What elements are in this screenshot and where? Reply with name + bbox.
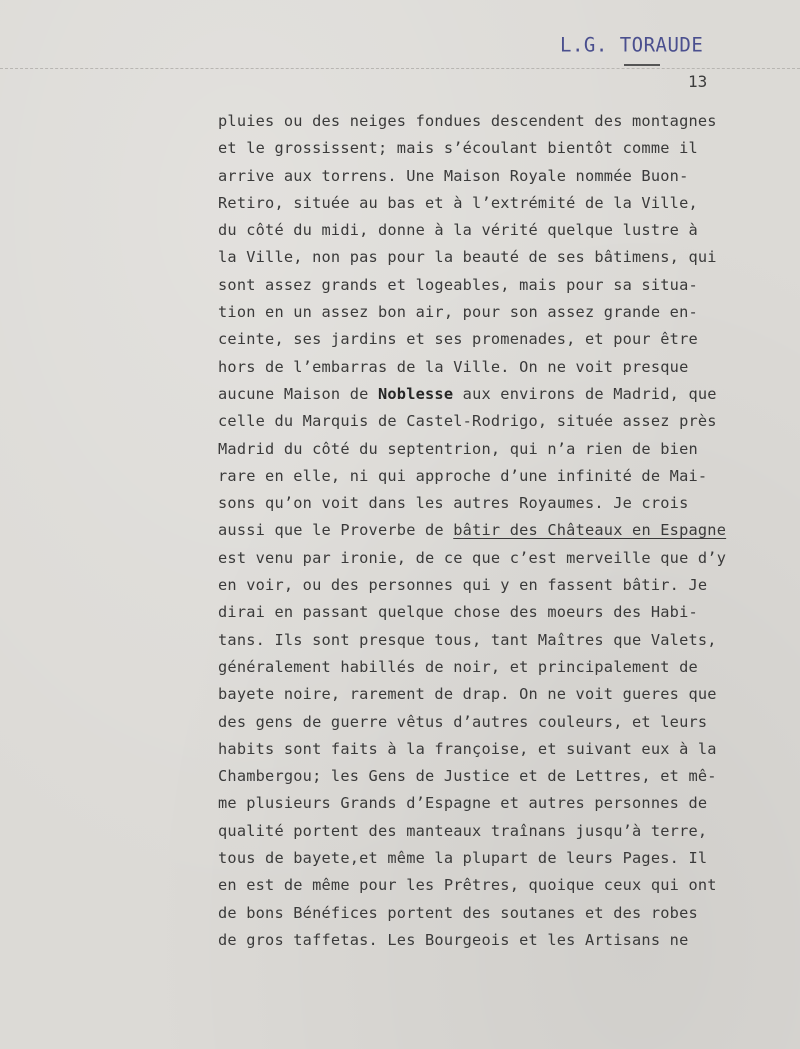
body-text (218, 108, 788, 954)
text-line (218, 217, 788, 244)
text-line (218, 381, 788, 408)
text-segment: en est de même pour les Prêtres, quoique ceux qui ont (218, 876, 717, 895)
text-segment: en voir, ou des personnes qui y en fassent bâtir. Je (218, 576, 708, 595)
text-line (218, 272, 788, 299)
text-line (218, 517, 788, 544)
text-segment: ceinte, ses jardins et ses promenades, et pour être (218, 330, 698, 349)
text-line (218, 681, 788, 708)
text-line (218, 354, 788, 381)
text-line (218, 790, 788, 817)
text-line (218, 845, 788, 872)
text-line (218, 872, 788, 899)
text-segment: la Ville, non pas pour la beauté de ses bâtimens, qui (218, 248, 717, 267)
text-line (218, 572, 788, 599)
text-segment: sont assez grands et logeables, mais pour sa situa- (218, 275, 698, 294)
text-line (218, 108, 788, 135)
text-line (218, 490, 788, 517)
text-line (218, 900, 788, 927)
text-line (218, 599, 788, 626)
text-line (218, 709, 788, 736)
text-segment: celle du Marquis de Castel-Rodrigo, située assez près (218, 412, 717, 431)
text-line (218, 244, 788, 271)
text-segment: bayete noire, rarement de drap. On ne voit gueres que (218, 685, 717, 704)
text-line (218, 654, 788, 681)
text-segment: habits sont faits à la françoise, et suivant eux à la (218, 739, 717, 758)
text-line (218, 135, 788, 162)
header-rule (0, 68, 800, 69)
text-segment: sons qu’on voit dans les autres Royaumes. Je crois (218, 494, 689, 513)
text-segment: aux environs de Madrid, que (453, 384, 717, 403)
text-line (218, 627, 788, 654)
text-segment: dirai en passant quelque chose des moeurs des Habi- (218, 603, 698, 622)
text-line (218, 545, 788, 572)
text-line (218, 326, 788, 353)
text-segment: tans. Ils sont presque tous, tant Maîtres que Valets, (218, 630, 717, 649)
text-line (218, 190, 788, 217)
text-segment: aussi que le Proverbe de (218, 521, 454, 540)
text-line (218, 408, 788, 435)
text-segment: tous de bayete,et même la plupart de leurs Pages. Il (218, 849, 708, 868)
bold-word: Noblesse (377, 384, 454, 403)
text-line (218, 163, 788, 190)
text-segment: Retiro, située au bas et à l’extrémité de la Ville, (218, 193, 698, 212)
underlined-phrase: bâtir des Châteaux en Espagne (453, 521, 727, 540)
text-line (218, 927, 788, 954)
text-segment: hors de l’embarras de la Ville. On ne voit presque (218, 357, 689, 376)
header-rule-mark (624, 64, 660, 66)
text-line (218, 818, 788, 845)
text-segment: du côté du midi, donne à la vérité quelque lustre à (218, 221, 698, 240)
text-segment: pluies ou des neiges fondues descendent des montagnes (218, 112, 717, 130)
text-segment: généralement habillés de noir, et principalement de (218, 657, 698, 676)
text-line (218, 736, 788, 763)
text-segment: et le grossissent; mais s’écoulant bientôt comme il (218, 139, 698, 158)
text-segment: rare en elle, ni qui approche d’une infinité de Mai- (218, 466, 708, 485)
text-segment: qualité portent des manteaux traînans jusqu’à terre, (218, 821, 708, 840)
text-segment: arrive aux torrens. Une Maison Royale nommée Buon- (218, 166, 689, 185)
text-segment: aucune Maison de (218, 384, 378, 403)
text-segment: Madrid du côté du septentrion, qui n’a rien de bien (218, 439, 698, 458)
text-line (218, 299, 788, 326)
text-line (218, 763, 788, 790)
text-segment: me plusieurs Grands d’Espagne et autres personnes de (218, 794, 708, 813)
page-number: 13 (688, 72, 708, 91)
text-segment: Chambergou; les Gens de Justice et de Lettres, et mê- (218, 767, 717, 786)
text-line (218, 436, 788, 463)
library-stamp: L.G. TORAUDE (560, 33, 704, 57)
text-segment: de bons Bénéfices portent des soutanes et des robes (218, 903, 698, 922)
text-segment: de gros taffetas. Les Bourgeois et les Artisans ne (218, 930, 689, 949)
text-segment: est venu par ironie, de ce que c’est merveille que d’y (218, 548, 727, 567)
text-line (218, 463, 788, 490)
text-segment: tion en un assez bon air, pour son assez grande en- (218, 303, 698, 322)
text-segment: des gens de guerre vêtus d’autres couleurs, et leurs (218, 712, 708, 731)
